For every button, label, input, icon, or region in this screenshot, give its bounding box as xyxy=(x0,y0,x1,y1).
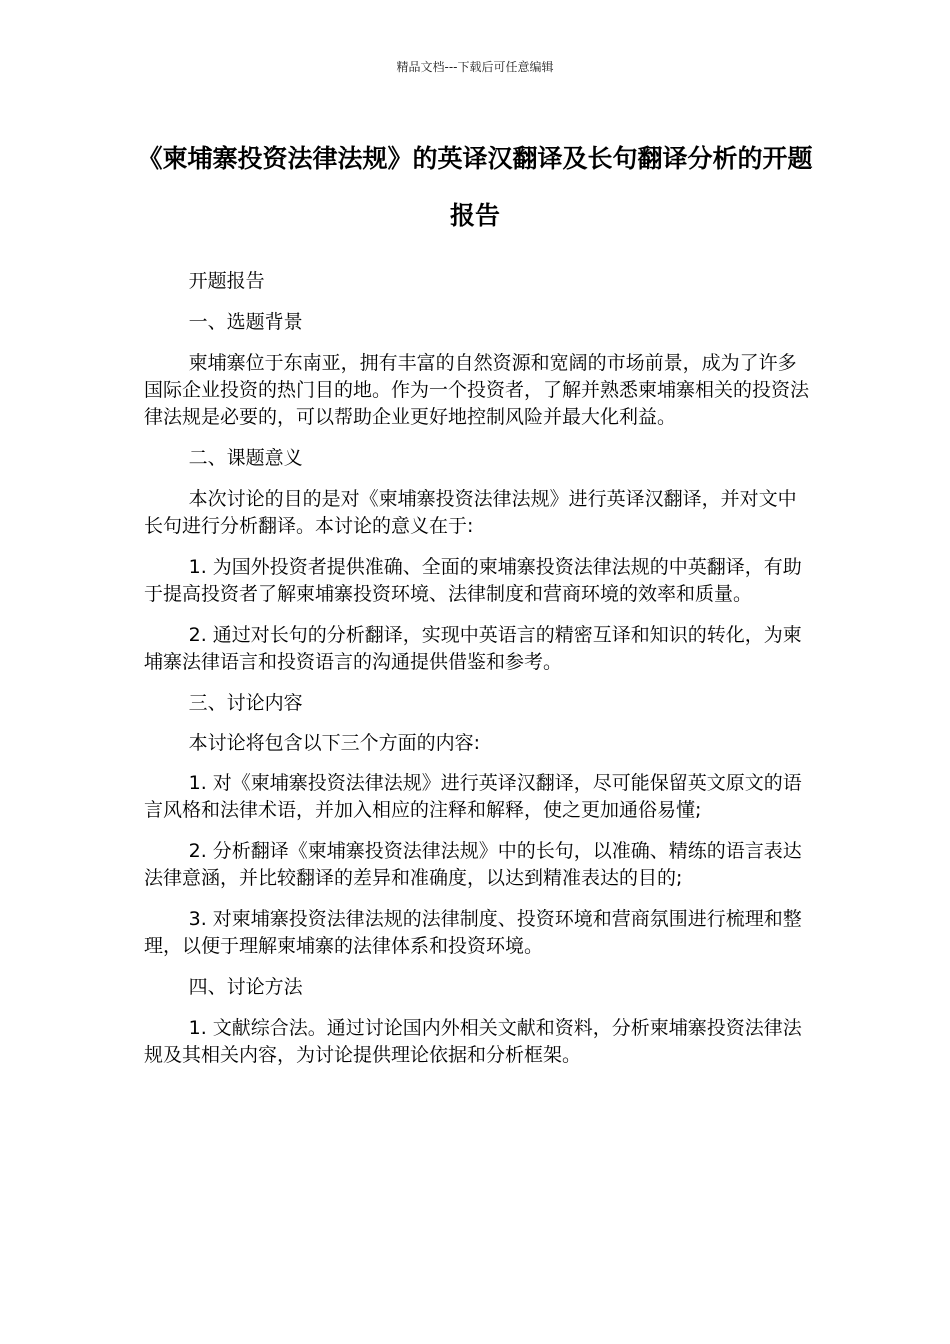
list-item-content-3: 3. 对柬埔寨投资法律法规的法律制度、投资环境和营商氛围进行梳理和整理，以便于理解柬埔寨的法律体系和投资环境。 xyxy=(144,908,802,957)
list-item-content-2: 2. 分析翻译《柬埔寨投资法律法规》中的长句，以准确、精练的语言表达法律意涵，并比较翻译的差异和准确度，以达到精准表达的目的; xyxy=(144,840,802,889)
section-heading-content: 三、讨论内容 xyxy=(188,692,303,714)
list-item-content-1: 1. 对《柬埔寨投资法律法规》进行英译汉翻译，尽可能保留英文原文的语言风格和法律术语，并加入相应的注释和解释，使之更加通俗易懂; xyxy=(144,772,802,821)
section-heading-method: 四、讨论方法 xyxy=(188,976,303,998)
paragraph-background: 柬埔寨位于东南亚，拥有丰富的自然资源和宽阔的市场前景，成为了许多国际企业投资的热门目的地。作为一个投资者，了解并熟悉柬埔寨相关的投资法律法规是必要的，可以帮助企业更好地控制风险并最大化利益。 xyxy=(144,352,810,428)
list-item-method-1: 1. 文献综合法。通过讨论国内外相关文献和资料，分析柬埔寨投资法律法规及其相关内容，为讨论提供理论依据和分析框架。 xyxy=(144,1017,802,1066)
list-item-significance-1: 1. 为国外投资者提供准确、全面的柬埔寨投资法律法规的中英翻译，有助于提高投资者了解柬埔寨投资环境、法律制度和营商环境的效率和质量。 xyxy=(144,556,802,605)
paragraph-content-intro: 本讨论将包含以下三个方面的内容: xyxy=(188,732,481,754)
paragraph-significance: 本次讨论的目的是对《柬埔寨投资法律法规》进行英译汉翻译，并对文中长句进行分析翻译。本讨论的意义在于: xyxy=(144,488,797,537)
header-note: 精品文档---下载后可任意编辑 xyxy=(396,60,554,74)
list-item-significance-2: 2. 通过对长句的分析翻译，实现中英语言的精密互译和知识的转化，为柬埔寨法律语言和投资语言的沟通提供借鉴和参考。 xyxy=(144,624,802,673)
section-label: 开题报告 xyxy=(188,270,265,292)
document-body xyxy=(144,268,810,1083)
section-heading-significance: 二、课题意义 xyxy=(188,447,303,469)
section-heading-background: 一、选题背景 xyxy=(188,311,303,333)
document-title: 《柬埔寨投资法律法规》的英译汉翻译及长句翻译分析的开题报告 xyxy=(137,144,813,230)
